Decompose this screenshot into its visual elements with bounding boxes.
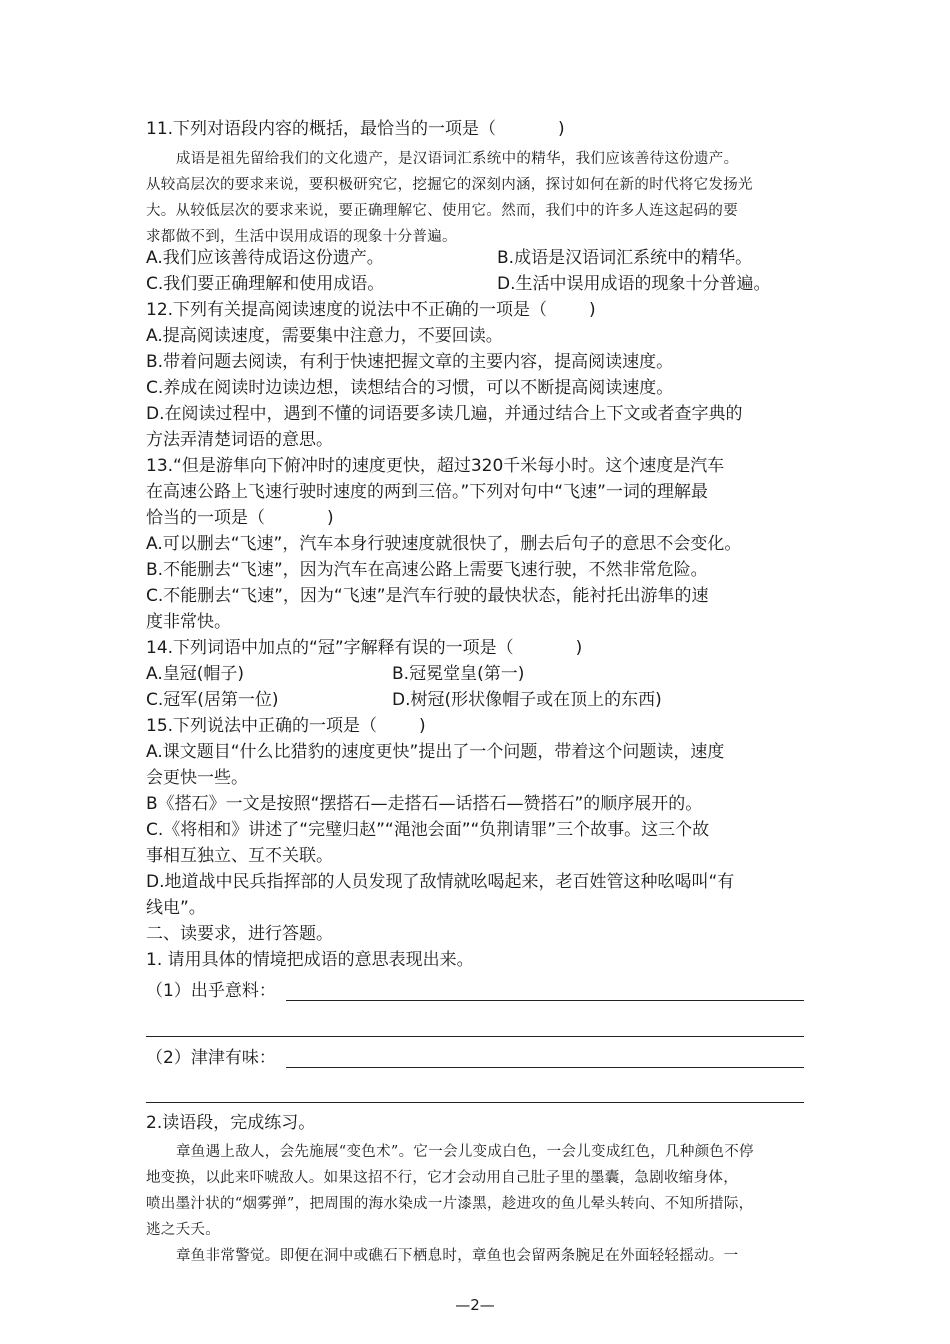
q11-option-a: A.我们应该善待成语这份遗产。 xyxy=(146,248,384,268)
q11-stem: 11.下列对语段内容的概括，最恰当的一项是（ ) xyxy=(146,119,565,139)
q11-options-row xyxy=(146,271,816,297)
q12-stem: 12.下列有关提高阅读速度的说法中不正确的一项是（ ) xyxy=(146,300,596,320)
q13-stem-line: 13.“但是游隼向下俯冲时的速度更快，超过320千米每小时。这个速度是汽车 xyxy=(146,456,725,476)
q14-options-row xyxy=(146,661,816,687)
q11-option-b: B.成语是汉语词汇系统中的精华。 xyxy=(497,248,753,268)
q13-option-c-cont: 度非常快。 xyxy=(146,612,231,632)
q14-option-c: C.冠军(居第一位) xyxy=(146,690,279,710)
q11-option-d: D.生活中误用成语的现象十分普遍。 xyxy=(497,274,771,294)
q14-stem: 14.下列词语中加点的“冠”字解释有误的一项是（ ) xyxy=(146,638,583,658)
q15-option-b: B《搭石》一文是按照“摆搭石—走搭石—话搭石—赞搭石”的顺序展开的。 xyxy=(146,794,703,814)
page-number: —2— xyxy=(455,1296,495,1314)
q11-option-c: C.我们要正确理解和使用成语。 xyxy=(146,274,385,294)
q15-option-c: C.《将相和》讲述了“完璧归赵”“渑池会面”“负荆请罪”三个故事。这三个故 xyxy=(146,820,710,840)
idiom-label: （2）津津有味： xyxy=(146,1048,276,1068)
task2-passage-line: 章鱼非常警觉。即便在洞中或礁石下栖息时，章鱼也会留两条腕足在外面轻轻摇动。一 xyxy=(176,1248,739,1264)
q14-option-a: A.皇冠(帽子) xyxy=(146,664,244,684)
answer-line[interactable] xyxy=(146,1102,804,1103)
q11-options-row xyxy=(146,245,816,271)
q15-stem: 15.下列说法中正确的一项是（ ) xyxy=(146,716,426,736)
task2-passage-line: 喷出墨汁状的“烟雾弹”，把周围的海水染成一片漆黑，趁进攻的鱼儿晕头转向、不知所措际， xyxy=(146,1196,754,1212)
q12-option-c: C.养成在阅读时边读边想，读想结合的习惯，可以不断提高阅读速度。 xyxy=(146,378,674,398)
answer-line[interactable] xyxy=(286,1067,804,1068)
q12-option-d-cont: 方法弄清楚词语的意思。 xyxy=(146,430,333,450)
task2-passage-line: 逃之夭夭。 xyxy=(146,1222,220,1238)
q13-stem-line: 恰当的一项是（ ) xyxy=(146,508,334,528)
section-heading: 二、读要求，进行答题。 xyxy=(146,924,333,944)
q13-option-a: A.可以删去“飞速”，汽车本身行驶速度就很快了，删去后句子的意思不会变化。 xyxy=(146,534,742,554)
q13-option-b: B.不能删去“飞速”，因为汽车在高速公路上需要飞速行驶，不然非常危险。 xyxy=(146,560,708,580)
q15-option-d: D.地道战中民兵指挥部的人员发现了敌情就吆喝起来，老百姓管这种吆喝叫“有 xyxy=(146,872,735,892)
q15-option-a: A.课文题目“什么比猎豹的速度更快”提出了一个问题，带着这个问题读，速度 xyxy=(146,742,725,762)
answer-line[interactable] xyxy=(286,1000,804,1001)
task1-prompt: 1. 请用具体的情境把成语的意思表现出来。 xyxy=(146,950,474,970)
q11-passage-line: 大。从较低层次的要求来说，要正确理解它、使用它。然而，我们中的许多人连这起码的要 xyxy=(146,203,738,219)
task2-passage-line: 地变换，以此来吓唬敌人。如果这招不行，它才会动用自己肚子里的墨囊，急剧收缩身体， xyxy=(146,1170,738,1186)
q13-stem-line: 在高速公路上飞速行驶时速度的两到三倍。”下列对句中“飞速”一词的理解最 xyxy=(146,482,708,502)
answer-line[interactable] xyxy=(146,1036,804,1037)
q12-option-a: A.提高阅读速度，需要集中注意力，不要回读。 xyxy=(146,326,503,346)
q13-option-c: C.不能删去“飞速”，因为“飞速”是汽车行驶的最快状态，能衬托出游隼的速 xyxy=(146,586,709,606)
task2-prompt: 2.读语段，完成练习。 xyxy=(146,1113,316,1133)
q14-option-b: B.冠冕堂皇(第一) xyxy=(392,664,525,684)
q14-option-d: D.树冠(形状像帽子或在顶上的东西) xyxy=(392,690,662,710)
idiom-label: （1）出乎意料： xyxy=(146,981,276,1001)
q12-option-d: D.在阅读过程中，遇到不懂的词语要多读几遍，并通过结合上下文或者查字典的 xyxy=(146,404,743,424)
q15-option-c-cont: 事相互独立、互不关联。 xyxy=(146,846,333,866)
q11-passage-line: 从较高层次的要求来说，要积极研究它，挖掘它的深刻内涵，探讨如何在新的时代将它发扬光 xyxy=(146,177,753,193)
task2-passage-line: 章鱼遇上敌人，会先施展“变色术”。它一会儿变成白色，一会儿变成红色，几种颜色不停 xyxy=(176,1144,754,1160)
q12-option-b: B.带着问题去阅读，有利于快速把握文章的主要内容，提高阅读速度。 xyxy=(146,352,674,372)
q14-options-row xyxy=(146,687,816,713)
q11-passage-line: 求都做不到，生活中误用成语的现象十分普遍。 xyxy=(146,229,457,245)
q15-option-d-cont: 线电”。 xyxy=(146,898,206,918)
q11-passage-line: 成语是祖先留给我们的文化遗产，是汉语词汇系统中的精华，我们应该善待这份遗产。 xyxy=(176,151,739,167)
q15-option-a-cont: 会更快一些。 xyxy=(146,768,248,788)
